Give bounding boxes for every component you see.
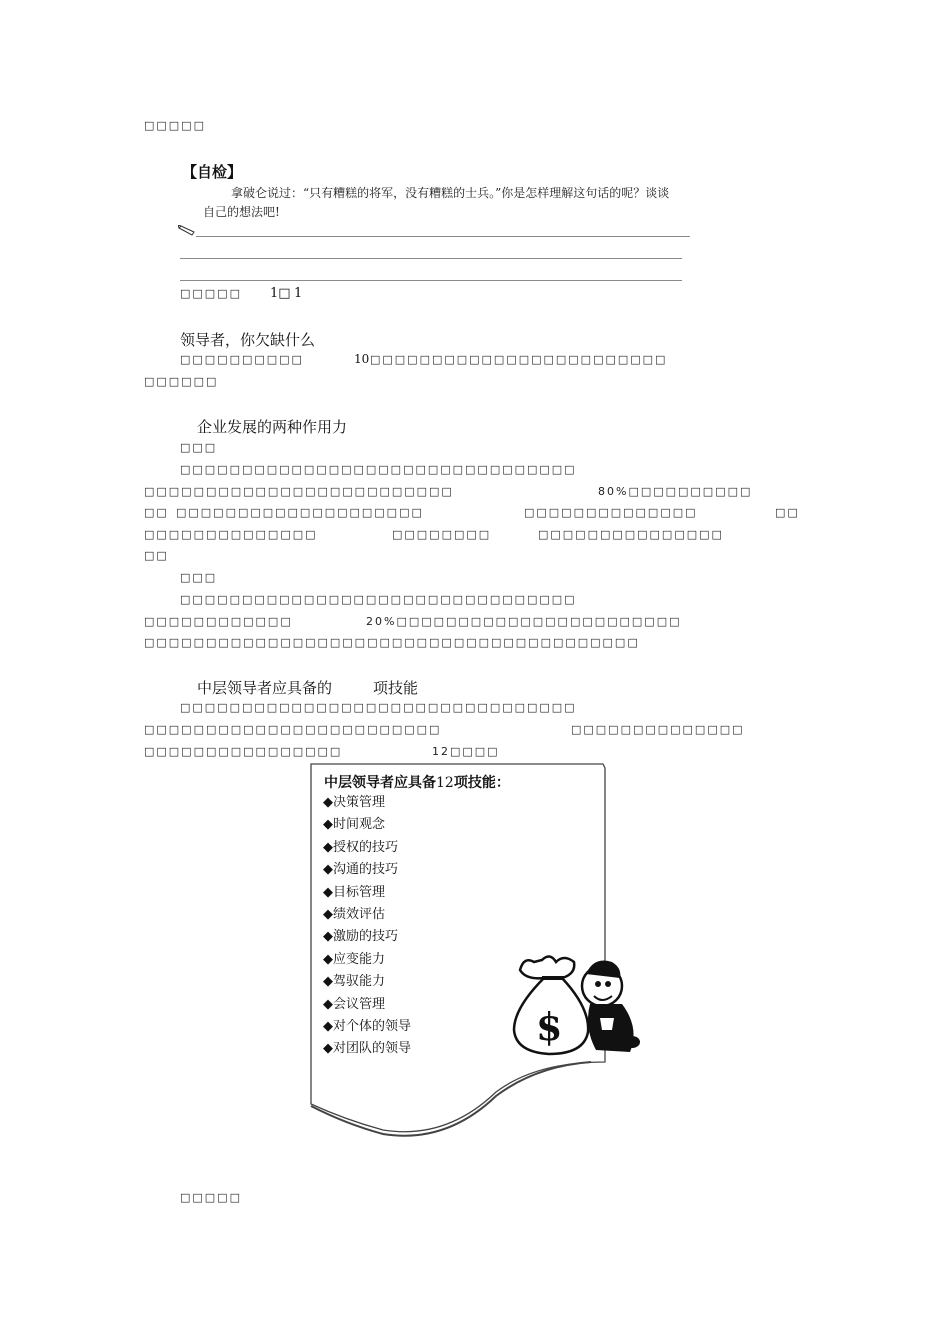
section3-title-a: 中层领导者应具备的 — [197, 679, 333, 697]
section2-sub2: □□□ — [180, 571, 218, 584]
skill-item: ◆决策管理 — [323, 795, 386, 810]
skills-box-title-b: 项技能： — [453, 775, 510, 791]
bullet-icon: ◆ — [323, 951, 333, 967]
footer-note: □□□□□ — [180, 1191, 242, 1204]
section2-sub1: □□□ — [180, 441, 218, 454]
section3-line3-b: 12□□□□ — [432, 745, 500, 758]
skill-item: ◆授权的技巧 — [323, 839, 399, 855]
section2-p1-line2-b: 80%□□□□□□□□□□ — [598, 485, 753, 498]
skills-box-title-num: 12 — [436, 775, 454, 791]
section2-p1-line3-a: □□ — [144, 506, 169, 519]
bullet-icon: ◆ — [323, 884, 333, 900]
bullet-icon: ◆ — [323, 1041, 333, 1057]
section2-p1-line3-d: □□ — [775, 506, 800, 519]
skills-box-title-a: 中层领导者应具备 — [324, 775, 436, 791]
section2-p1-line3-b: □□□□□□□□□□□□□□□□□□□□ — [176, 506, 424, 519]
section3-line1: □□□□□□□□□□□□□□□□□□□□□□□□□□□□□□□□ — [180, 701, 577, 714]
skill-item: ◆对个体的领导 — [323, 1019, 412, 1035]
section3-line2-b: □□□□□□□□□□□□□□ — [571, 723, 745, 736]
section3-line3-a: □□□□□□□□□□□□□□□□ — [144, 745, 343, 758]
skills-box-title — [324, 772, 510, 792]
skill-item: ◆沟通的技巧 — [323, 862, 399, 878]
section3-line2-a: □□□□□□□□□□□□□□□□□□□□□□□□ — [144, 723, 442, 736]
section2-p1-line1: □□□□□□□□□□□□□□□□□□□□□□□□□□□□□□□□ — [180, 463, 577, 476]
section1-title: 领导者，你欠缺什么 — [180, 331, 316, 349]
answer-line-1[interactable] — [196, 236, 690, 237]
bullet-icon: ◆ — [323, 1019, 333, 1035]
skill-item: ◆驾驭能力 — [323, 974, 386, 990]
section2-p1-line4-b: □□□□□□□□ — [392, 528, 492, 541]
bullet-icon: ◆ — [323, 996, 333, 1012]
bullet-icon: ◆ — [323, 907, 333, 923]
section3-title-b: 项技能 — [373, 679, 419, 697]
bullet-icon: ◆ — [323, 817, 333, 833]
answer-line-3[interactable] — [180, 280, 682, 281]
section1-line1-num: 10 — [354, 352, 370, 366]
section2-p2-line2-a: □□□□□□□□□□□□ — [144, 615, 293, 628]
dollar-sign: $ — [536, 1004, 563, 1049]
section1-line1-a: □□□□□□□□□□ — [180, 353, 304, 366]
self-check-question-line1: 拿破仑说过：“只有糟糕的将军，没有糟糕的士兵。”你是怎样理解这句话的呢？谈谈 — [231, 186, 670, 200]
answer-line-2[interactable] — [180, 258, 682, 259]
section2-p1-line2-a: □□□□□□□□□□□□□□□□□□□□□□□□□ — [144, 485, 454, 498]
header-note: □□□□□ — [144, 119, 206, 132]
bullet-icon: ◆ — [323, 839, 333, 855]
bullet-icon: ◆ — [323, 862, 333, 878]
section2-p1-line4-a: □□□□□□□□□□□□□□ — [144, 528, 318, 541]
section2-title: 企业发展的两种作用力 — [197, 418, 348, 436]
bullet-icon: ◆ — [323, 929, 333, 945]
bullet-icon: ◆ — [323, 795, 333, 810]
section1-line1-b: □□□□□□□□□□□□□□□□□□□□□□□□ — [370, 353, 668, 366]
skill-item: ◆时间观念 — [323, 817, 386, 833]
lecture-label: □□□□□ — [180, 287, 242, 300]
self-check-heading: 【自检】 — [182, 163, 243, 181]
section2-p2-line1: □□□□□□□□□□□□□□□□□□□□□□□□□□□□□□□□ — [180, 593, 577, 606]
section2-p2-line2-b: 20%□□□□□□□□□□□□□□□□□□□□□□□ — [366, 615, 682, 628]
section2-p1-line4-c: □□□□□□□□□□□□□□□ — [538, 528, 724, 541]
section2-p1-line5: □□ — [144, 549, 169, 562]
skill-item: ◆激励的技巧 — [323, 929, 399, 945]
skills-list — [323, 792, 411, 1061]
lecture-number-b: 1 — [294, 286, 303, 301]
section2-p2-line3: □□□□□□□□□□□□□□□□□□□□□□□□□□□□□□□□□□□□□□□□ — [144, 636, 640, 649]
skill-item: ◆对团队的领导 — [323, 1041, 412, 1057]
self-check-question-line2: 自己的想法吧! — [203, 205, 280, 219]
pencil-icon — [178, 225, 196, 237]
money-bag-cartoon-icon — [504, 948, 642, 1060]
skill-item: ◆绩效评估 — [323, 907, 386, 923]
lecture-number-a: 1□ — [270, 286, 291, 301]
skill-item: ◆应变能力 — [323, 951, 386, 967]
skill-item: ◆会议管理 — [323, 996, 386, 1012]
section2-p1-line3-c: □□□□□□□□□□□□□□ — [524, 506, 698, 519]
bullet-icon: ◆ — [323, 974, 333, 990]
section1-line2: □□□□□□ — [144, 375, 219, 388]
skill-item: ◆目标管理 — [323, 884, 386, 900]
